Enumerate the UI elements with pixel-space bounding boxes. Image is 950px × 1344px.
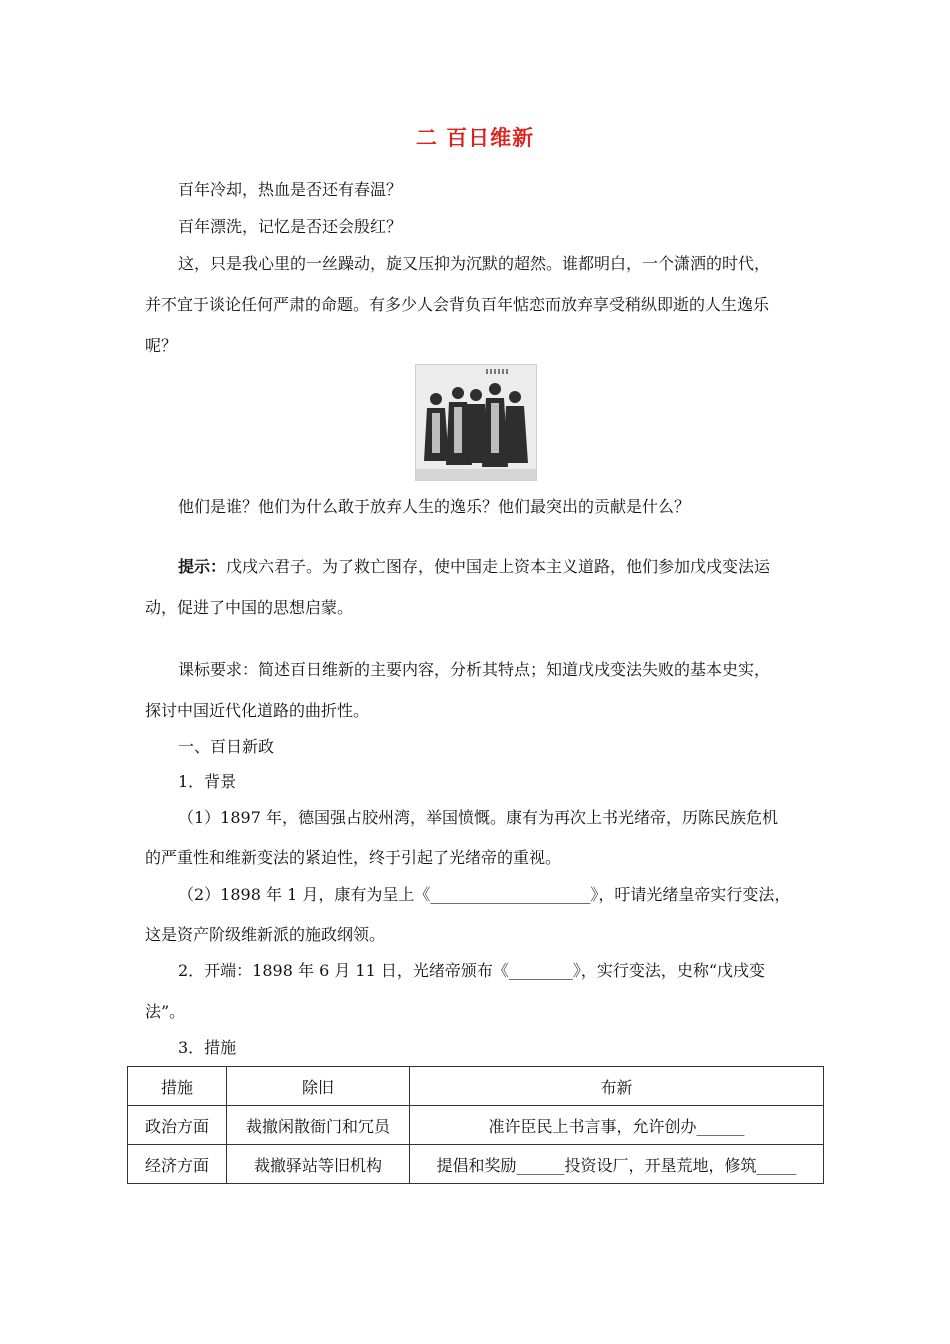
intro-paragraph-line-3: 呢？ bbox=[145, 336, 178, 355]
six-gentlemen-illustration bbox=[415, 364, 537, 481]
question-text: 他们是谁？他们为什么敢于放弃人生的逸乐？他们最突出的贡献是什么？ bbox=[178, 497, 691, 516]
intro-line-1: 百年冷却，热血是否还有春温？ bbox=[178, 180, 403, 199]
table-row bbox=[128, 1145, 824, 1184]
table-cell: 提倡和奖励______投资设厂，开垦荒地，修筑_____ bbox=[410, 1145, 824, 1184]
beginning-line-2: 法”。 bbox=[145, 1002, 186, 1021]
table-header-row bbox=[128, 1067, 824, 1106]
intro-line-2: 百年漂洗，记忆是否还会殷红？ bbox=[178, 217, 403, 236]
header-remove-old: 除旧 bbox=[227, 1067, 410, 1106]
section-heading: 一、百日新政 bbox=[178, 737, 275, 756]
subheading-background: 1．背景 bbox=[178, 772, 237, 791]
table-row bbox=[128, 1106, 824, 1145]
measures-table bbox=[127, 1066, 824, 1184]
table-cell: 经济方面 bbox=[128, 1145, 227, 1184]
table-cell: 裁撤闲散衙门和冗员 bbox=[227, 1106, 410, 1145]
hint-line-1 bbox=[178, 554, 818, 577]
hint-label: 提示： bbox=[178, 557, 227, 576]
figures-drawing bbox=[416, 365, 536, 480]
background-para-2-line-1: （2）1898 年 1 月，康有为呈上《____________________》，吁请光绪皇帝实行变法， bbox=[178, 885, 791, 904]
standard-line-2: 探讨中国近代化道路的曲折性。 bbox=[145, 701, 370, 720]
table-cell: 准许臣民上书言事，允许创办______ bbox=[410, 1106, 824, 1145]
intro-paragraph-line-2: 并不宜于谈论任何严肃的命题。有多少人会背负百年惦恋而放弃享受稍纵即逝的人生逸乐 bbox=[145, 295, 770, 314]
intro-paragraph-line-1: 这，只是我心里的一丝躁动，旋又压抑为沉默的超然。谁都明白，一个潇洒的时代， bbox=[178, 254, 771, 273]
table-cell: 政治方面 bbox=[128, 1106, 227, 1145]
page-title: 二 百日维新 bbox=[415, 126, 535, 150]
hint-line-2: 动，促进了中国的思想启蒙。 bbox=[145, 598, 354, 617]
background-para-1-line-2: 的严重性和维新变法的紧迫性，终于引起了光绪帝的重视。 bbox=[145, 848, 562, 867]
standard-line-1: 课标要求：简述百日维新的主要内容，分析其特点；知道戊戌变法失败的基本史实， bbox=[178, 660, 771, 679]
beginning-line-1: 2．开端：1898 年 6 月 11 日，光绪帝颁布《________》，实行变法，史称“戊戌变 bbox=[178, 961, 766, 980]
background-para-2-line-2: 这是资产阶级维新派的施政纲领。 bbox=[145, 925, 386, 944]
header-measure: 措施 bbox=[128, 1067, 227, 1106]
header-new: 布新 bbox=[410, 1067, 824, 1106]
hint-text: 戊戌六君子。为了救亡图存，使中国走上资本主义道路，他们参加戊戌变法运 bbox=[226, 557, 771, 576]
background-para-1-line-1: （1）1897 年，德国强占胶州湾，举国愤慨。康有为再次上书光绪帝，历陈民族危机 bbox=[178, 808, 778, 827]
subheading-measures: 3．措施 bbox=[178, 1038, 237, 1057]
table-cell: 裁撤驿站等旧机构 bbox=[227, 1145, 410, 1184]
